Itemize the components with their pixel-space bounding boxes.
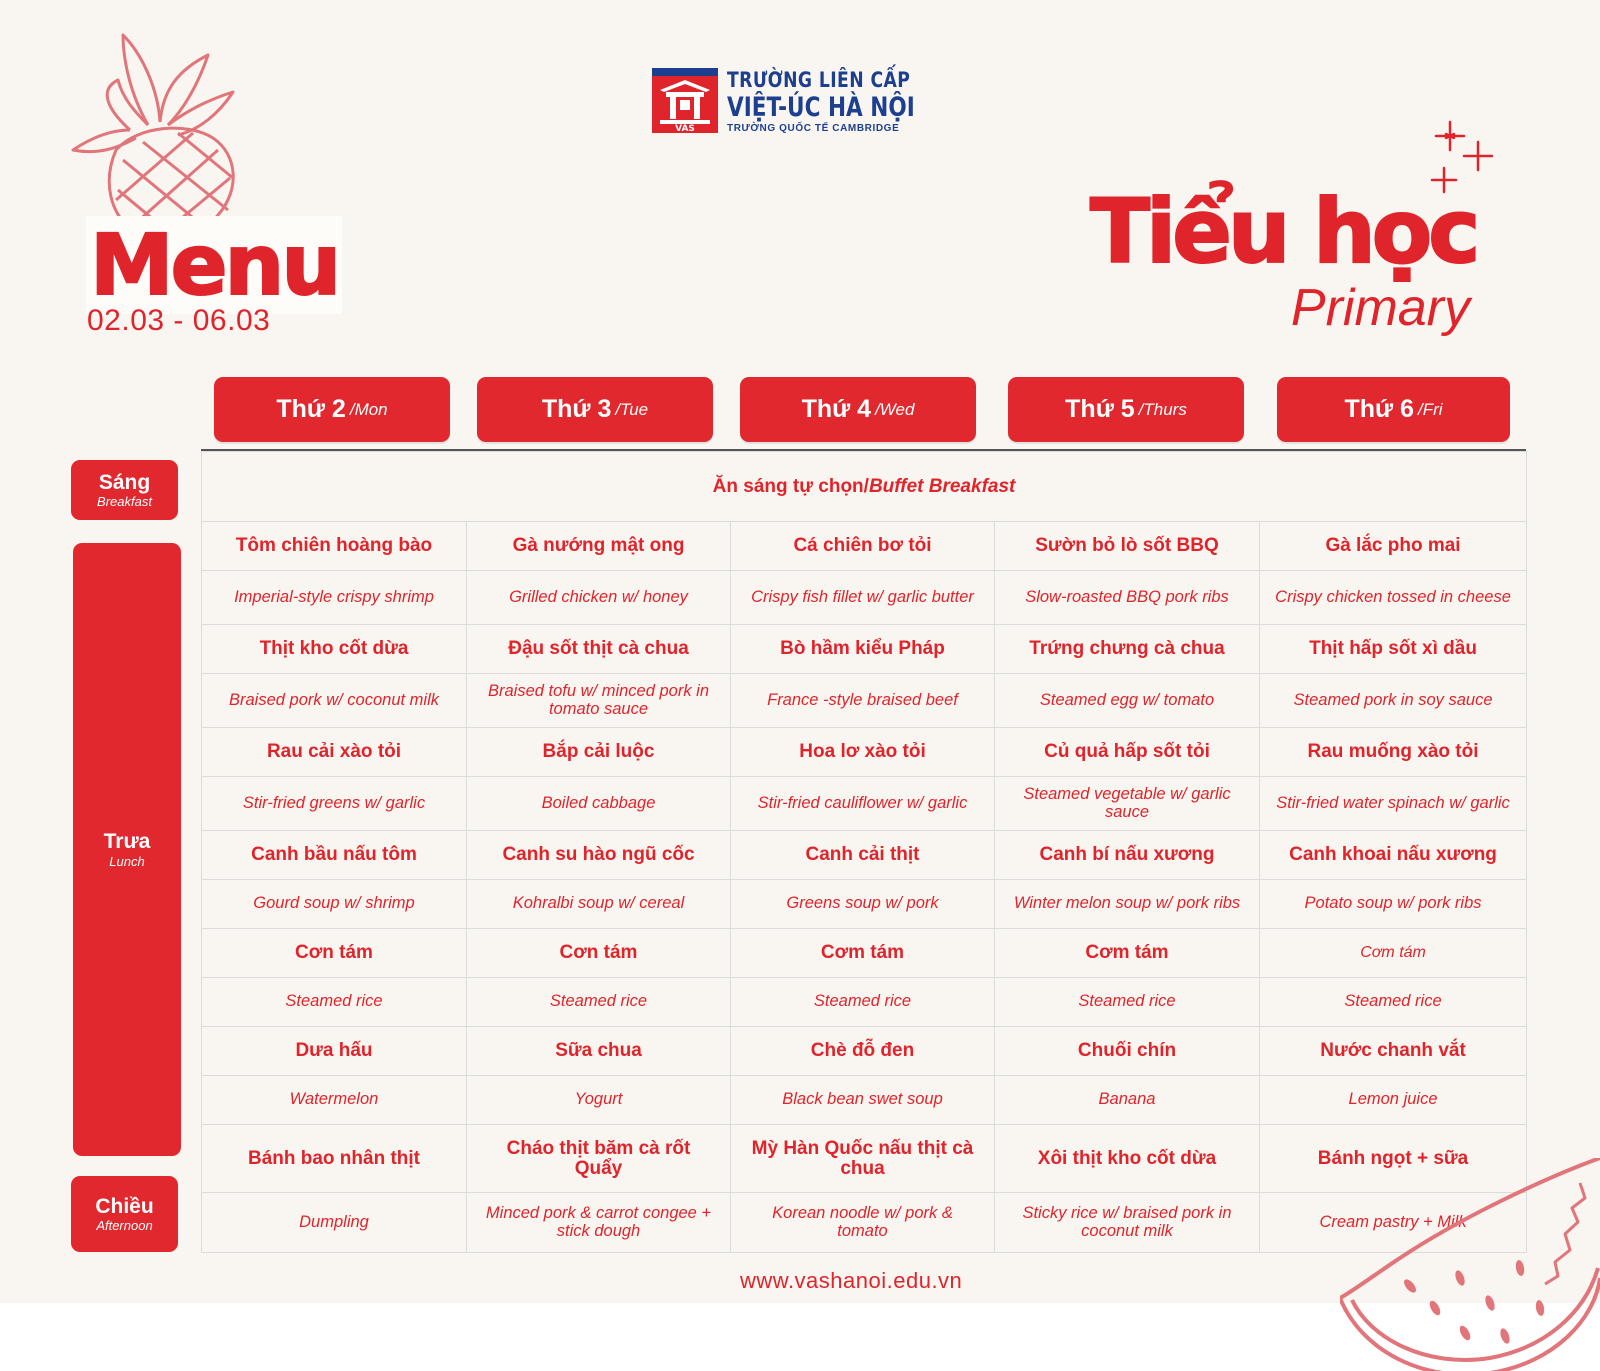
- dish-name-vi: Mỳ Hàn Quốc nấu thịt cà chua: [731, 1125, 995, 1193]
- dish-name-en: Cream pastry + Milk: [1260, 1193, 1527, 1253]
- meal-label-vi: Chiều: [95, 1194, 154, 1218]
- dish-name-vi: Rau cải xào tỏi: [202, 728, 467, 777]
- afternoon-row-vi: [202, 1125, 1527, 1193]
- dish-name-vi: Cháo thịt băm cà rốt Quẩy: [467, 1125, 731, 1193]
- breakfast-vi: Ăn sáng tự chọn/: [712, 475, 869, 497]
- pineapple-icon: [68, 30, 248, 245]
- dish-name-en: Minced pork & carrot congee + stick dough: [467, 1193, 731, 1253]
- dish-name-en: Lemon juice: [1260, 1076, 1527, 1125]
- dish-name-en: Steamed rice: [995, 978, 1260, 1027]
- dish-name-vi: Cơm tám: [1260, 929, 1527, 978]
- dish-name-en: Black bean swet soup: [731, 1076, 995, 1125]
- dish-name-en: Kohralbi soup w/ cereal: [467, 880, 731, 929]
- dish-name-en: Steamed rice: [731, 978, 995, 1027]
- menu-title: Menu: [86, 216, 342, 314]
- dish-row-en: [202, 674, 1527, 728]
- menu-table: [201, 451, 1527, 1253]
- day-header-mon: [214, 377, 450, 442]
- dish-name-vi: Canh bí nấu xương: [995, 831, 1260, 880]
- dish-name-vi: Cơm tám: [995, 929, 1260, 978]
- school-emblem-icon: [652, 68, 718, 133]
- dish-name-vi: Cá chiên bơ tỏi: [731, 522, 995, 571]
- date-range: 02.03 - 06.03: [87, 304, 271, 337]
- day-header-fri: [1277, 377, 1510, 442]
- dish-name-vi: Rau muống xào tỏi: [1260, 728, 1527, 777]
- dish-row-en: [202, 880, 1527, 929]
- dish-row-en: [202, 777, 1527, 831]
- dish-name-vi: Cơn tám: [202, 929, 467, 978]
- dish-name-en: Steamed rice: [1260, 978, 1527, 1027]
- day-header-wed: [740, 377, 976, 442]
- afternoon-row-en: [202, 1193, 1527, 1253]
- meal-label-en: Breakfast: [97, 494, 152, 510]
- dish-name-vi: Củ quả hấp sốt tỏi: [995, 728, 1260, 777]
- dish-name-en: Yogurt: [467, 1076, 731, 1125]
- meal-label-vi: Trưa: [103, 830, 151, 854]
- watermelon-icon: [1340, 1158, 1600, 1371]
- dish-name-en: Steamed egg w/ tomato: [995, 674, 1260, 728]
- dish-name-en: Steamed vegetable w/ garlic sauce: [995, 777, 1260, 831]
- dish-row-vi: [202, 625, 1527, 674]
- dish-row-vi: [202, 728, 1527, 777]
- dish-name-en: Stir-fried greens w/ garlic: [202, 777, 467, 831]
- day-label: Thứ 6: [1344, 395, 1414, 423]
- day-label: Thứ 2: [276, 395, 346, 423]
- dish-name-en: Greens soup w/ pork: [731, 880, 995, 929]
- day-label-en: /Fri: [1417, 399, 1443, 419]
- school-level-title: Tiểu học: [1090, 180, 1477, 283]
- dish-name-en: Braised tofu w/ minced pork in tomato sauce: [467, 674, 731, 728]
- dish-name-en: France -style braised beef: [731, 674, 995, 728]
- dish-name-vi: Trứng chưng cà chua: [995, 625, 1260, 674]
- dish-row-en: [202, 1076, 1527, 1125]
- dish-name-en: Sticky rice w/ braised pork in coconut milk: [995, 1193, 1260, 1253]
- dish-row-vi: [202, 1027, 1527, 1076]
- dish-name-en: Dumpling: [202, 1193, 467, 1253]
- dish-name-vi: Gà lắc pho mai: [1260, 522, 1527, 571]
- dish-name-vi: Bánh ngọt + sữa: [1260, 1125, 1527, 1193]
- day-label: Thứ 3: [541, 395, 612, 423]
- dish-name-en: Korean noodle w/ pork & tomato: [731, 1193, 995, 1253]
- dish-name-en: Crispy fish fillet w/ garlic butter: [731, 571, 995, 625]
- dish-name-en: Steamed rice: [202, 978, 467, 1027]
- dish-row-vi: [202, 929, 1527, 978]
- day-header-thu: [1008, 377, 1244, 442]
- dish-name-vi: Cơn tám: [467, 929, 731, 978]
- dish-name-vi: Thịt kho cốt dừa: [202, 625, 467, 674]
- logo-tagline: TRƯỜNG QUỐC TẾ CAMBRIDGE: [727, 123, 900, 134]
- dish-name-vi: Canh bầu nấu tôm: [202, 831, 467, 880]
- dish-name-vi: Tôm chiên hoàng bào: [202, 522, 467, 571]
- dish-name-vi: Dưa hấu: [202, 1027, 467, 1076]
- dish-name-en: Crispy chicken tossed in cheese: [1260, 571, 1527, 625]
- dish-name-en: Steamed pork in soy sauce: [1260, 674, 1527, 728]
- dish-name-vi: Nước chanh vắt: [1260, 1027, 1527, 1076]
- day-label-en: /Mon: [349, 399, 388, 419]
- dish-name-en: Braised pork w/ coconut milk: [202, 674, 467, 728]
- logo-school-type: TRƯỜNG LIÊN CẤP: [727, 68, 911, 92]
- meal-label-vi: Sáng: [98, 470, 151, 494]
- breakfast-en: Buffet Breakfast: [868, 475, 1016, 497]
- dish-row-en: [202, 978, 1527, 1027]
- school-level-subtitle: Primary: [1290, 279, 1470, 337]
- dish-name-en: Potato soup w/ pork ribs: [1260, 880, 1527, 929]
- meal-label-breakfast: [71, 460, 178, 520]
- dish-row-vi: [202, 522, 1527, 571]
- school-logo[interactable]: [652, 68, 915, 136]
- dish-row-en: [202, 571, 1527, 625]
- dish-name-vi: Hoa lơ xào tỏi: [731, 728, 995, 777]
- dish-name-en: Watermelon: [202, 1076, 467, 1125]
- meal-label-en: Afternoon: [96, 1218, 153, 1234]
- breakfast-cell: [202, 452, 1527, 522]
- dish-name-vi: Sườn bỏ lò sốt BBQ: [995, 522, 1260, 571]
- dish-name-vi: Canh cải thịt: [731, 831, 995, 880]
- dish-name-en: Winter melon soup w/ pork ribs: [995, 880, 1260, 929]
- day-label: Thứ 4: [801, 395, 872, 423]
- dish-name-vi: Canh khoai nấu xương: [1260, 831, 1527, 880]
- day-label: Thứ 5: [1065, 395, 1135, 423]
- dish-name-en: Stir-fried cauliflower w/ garlic: [731, 777, 995, 831]
- dish-name-en: Gourd soup w/ shrimp: [202, 880, 467, 929]
- dish-name-vi: Gà nướng mật ong: [467, 522, 731, 571]
- website-link[interactable]: www.vashanoi.edu.vn: [740, 1268, 963, 1293]
- dish-name-vi: Bánh bao nhân thịt: [202, 1125, 467, 1193]
- meal-label-lunch: [73, 543, 181, 1156]
- dish-name-en: Banana: [995, 1076, 1260, 1125]
- dish-name-en: Stir-fried water spinach w/ garlic: [1260, 777, 1527, 831]
- dish-name-vi: Đậu sốt thịt cà chua: [467, 625, 731, 674]
- day-label-en: /Thurs: [1138, 399, 1187, 419]
- dish-name-vi: Bò hầm kiểu Pháp: [731, 625, 995, 674]
- dish-name-en: Boiled cabbage: [467, 777, 731, 831]
- day-label-en: /Tue: [615, 399, 649, 419]
- dish-name-en: Steamed rice: [467, 978, 731, 1027]
- dish-name-vi: Thịt hấp sốt xì dầu: [1260, 625, 1527, 674]
- meal-label-en: Lunch: [109, 853, 145, 869]
- day-header-tue: [477, 377, 713, 442]
- logo-mark-text: VAS: [675, 124, 695, 133]
- dish-name-vi: Bắp cải luộc: [467, 728, 731, 777]
- dish-name-en: Slow-roasted BBQ pork ribs: [995, 571, 1260, 625]
- logo-school-name: VIỆT-ÚC HÀ NỘI: [727, 92, 915, 123]
- dish-name-vi: Xôi thịt kho cốt dừa: [995, 1125, 1260, 1193]
- dish-name-vi: Chuối chín: [995, 1027, 1260, 1076]
- dish-name-en: Grilled chicken w/ honey: [467, 571, 731, 625]
- dish-name-en: Imperial-style crispy shrimp: [202, 571, 467, 625]
- dish-name-vi: Cơm tám: [731, 929, 995, 978]
- breakfast-row: [202, 452, 1527, 522]
- meal-label-afternoon: [71, 1176, 178, 1252]
- day-label-en: /Wed: [875, 399, 915, 419]
- dish-name-vi: Chè đỗ đen: [731, 1027, 995, 1076]
- dish-name-vi: Canh su hào ngũ cốc: [467, 831, 731, 880]
- dish-row-vi: [202, 831, 1527, 880]
- dish-name-vi: Sữa chua: [467, 1027, 731, 1076]
